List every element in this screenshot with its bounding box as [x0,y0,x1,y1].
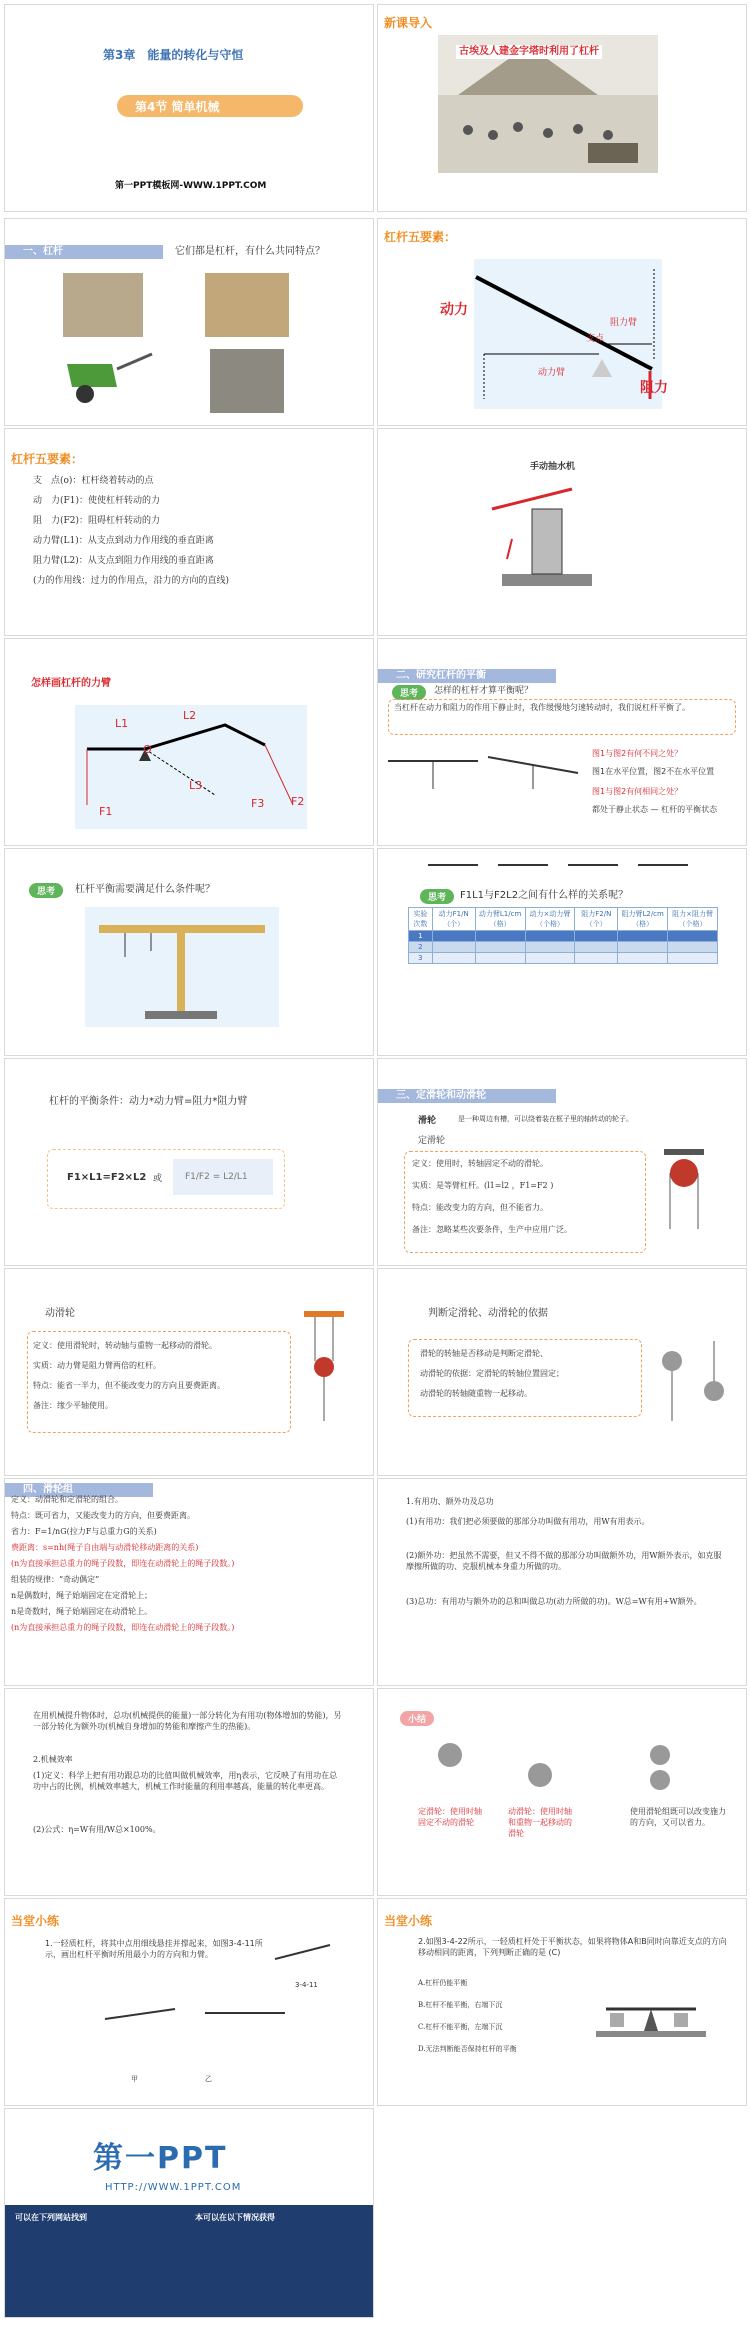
row-number: 3 [409,953,433,964]
label-f1: F1 [99,805,113,818]
eff-line-1: 在用机械提升物体时，总功(机械提供的能量)一部分转化为有用功(物体增加的势能)，另一部分转化为额外功(机械自身增加的势能和摩擦产生的热能)。 [33,1711,342,1731]
balance-scale-icon [596,1991,706,2055]
table-header: 阻力×阻力臂（个格） [668,908,718,931]
table-header: 阻力臂L2/cm（格） [618,908,668,931]
slide-efficiency[interactable] [4,1688,374,1896]
slide-heading: 判断定滑轮、动滑轮的依据 [428,1308,548,1319]
element-line-2: 动 力(F1)：使使杠杆转动的力 [33,496,160,506]
pb-line-2: 特点：既可省力，又能改变力的方向，但要费距离。 [11,1511,195,1520]
slide-five-elements-text[interactable] [4,428,374,636]
slide-five-elements-diagram[interactable] [377,218,747,426]
brand-logo: 第一PPT [93,2141,228,2176]
section-bar: 二、研究杠杆的平衡 [378,669,556,683]
eff-line-4: (2)公式：η=W有用/W总×100%。 [33,1825,161,1834]
slide-pulley-criteria[interactable] [377,1268,747,1476]
question-text: F1L1与F2L2之间有什么样的关系呢？ [460,890,629,901]
slide-heading: 当堂小练 [11,1914,60,1928]
slide-fixed-pulley[interactable] [377,1058,747,1266]
table-header: 动力×动力臂（个格） [525,908,575,931]
label-o: O [143,743,152,756]
table-header: 动力F1/N（个） [432,908,475,931]
criteria-line-2: 动滑轮的依据：定滑轮的转轴位置固定； [420,1369,564,1378]
q1-text: 图1与图2有何不同之处？ [592,749,683,758]
label-resistance-arm: 阻力臂 [610,318,638,328]
question-text: 杠杆平衡需要满足什么条件呢？ [75,884,215,895]
fixed-pulley-heading: 定滑轮 [418,1136,446,1146]
pulley-pair-icon [654,1341,734,1435]
label-effort-arm: 动力臂 [538,368,566,378]
slide-heading: 杠杆五要素： [384,230,457,244]
element-line-5: 阻力臂(L2)：从支点到阻力作用线的垂直距离 [33,556,214,566]
fp-line-2: 实质：是等臂杠杆。(l1=l2 ，F1=F2 ) [412,1181,554,1190]
eff-line-3: (1)定义：科学上把有用功跟总功的比值叫做机械效率，用η表示，它反映了有用功在总功中占的比例，机械效率越大，机械工作时能量的利用率越高，能量的转化率更高。 [33,1771,338,1791]
table-header-row [409,908,718,931]
lever-stand-diagram [85,907,279,1027]
mp-line-3: 特点：能省一半力，但不能改变力的方向且要费距离。 [33,1381,225,1390]
work-line-4: (3)总功：有用功与额外功的总和叫做总功(动力所做的功)。W总=W有用+W额外。 [406,1597,702,1606]
fixed-pulley-icon [654,1149,714,1243]
pb-line-5: (n为直接承担总重力的绳子段数，即连在动滑轮上的绳子段数。) [11,1559,235,1568]
eff-line-2: 2.机械效率 [33,1755,73,1764]
definition-text: 当杠杆在动力和阻力的作用下静止时，我作缓慢地匀速转动时，我们说杠杆平衡了。 [394,703,690,712]
slide-balance-formula[interactable] [4,1058,374,1266]
label-f3: F3 [251,797,265,810]
footer-col1-title: 可以在下列网站找到 [15,2213,87,2222]
slide-heading: 当堂小练 [384,1914,433,1928]
mp-line-4: 备注：缘少平轴使用。 [33,1401,113,1410]
photo-worker [205,273,289,337]
wheelbarrow-icon [57,349,157,413]
think-pill: 思考 [29,883,63,898]
question-text: 怎样的杠杆才算平衡呢？ [434,686,534,696]
a2-text: 都处于静止状态 — 杠杆的平衡状态 [592,805,718,814]
summary-movable: 动滑轮：使用时轴和重物一起移动的滑轮 [508,1807,572,1838]
table-row [409,931,718,942]
condition-text: 杠杆的平衡条件：动力*动力臂=阻力*阻力臂 [49,1096,248,1107]
slide-heading: 动滑轮 [45,1308,75,1319]
exercise-figures-icon [95,1999,295,2063]
slide-lever-examples[interactable] [4,218,374,426]
photo-seesaw [210,349,284,413]
fp-line-3: 特点：能改变力的方向，但不能省力。 [412,1203,548,1212]
mp-line-2: 实质：动力臂是阻力臂两倍的杠杆。 [33,1361,161,1370]
slide-pump[interactable] [377,428,747,636]
label-resistance: 阻力 [640,380,668,396]
slide-footer-ad[interactable] [4,2108,374,2318]
slide-balance[interactable] [377,638,747,846]
or-text: 或 [153,1174,163,1184]
label-effort: 动力 [440,302,468,318]
pb-line-9: (n为直接承担总重力的绳子段数，即连在动滑轮上的绳子段数。) [11,1623,235,1632]
label-l1: L1 [115,717,129,730]
pb-line-3: 省力：F=1/nG(拉力F与总重力G的关系) [11,1527,157,1536]
chapter-title: 第3章 能量的转化与守恒 [103,48,244,62]
slide-draw-arm[interactable] [4,638,374,846]
option-d[interactable]: D.无法判断能否保持杠杆的平衡 [418,2045,517,2053]
work-line-3: (2)额外功：把虽然不需要，但又不得不做的那部分功叫做额外功，用W额外表示，如克服摩擦所做的功、克服机械本身重力所做的功。 [406,1551,722,1571]
pb-line-7: n是偶数时，绳子始端固定在定滑轮上； [11,1591,153,1600]
table-header: 动力臂L1/cm（格） [475,908,525,931]
work-line-1: 1.有用功、额外功及总功 [406,1497,494,1506]
think-pill: 思考 [392,685,426,700]
a1-text: 图1在水平位置，图2不在水平位置 [592,767,715,776]
table-header: 阻力F2/N（个） [575,908,618,931]
element-line-6: (力的作用线：过力的作用点，沿力的方向的直线) [33,576,230,586]
element-line-1: 支 点(o)：杠杆绕着转动的点 [33,476,154,486]
pb-line-8: n是奇数时，绳子始端固定在动滑轮上。 [11,1607,153,1616]
slide-heading: 怎样画杠杆的力臂 [31,678,111,689]
sub-label-b: 乙 [205,2075,212,2083]
fraction-text: F1/F2 = L2/L1 [185,1172,248,1182]
summary-fixed: 定滑轮：使用时轴固定不动的滑轮 [418,1807,482,1827]
slide-balance-condition[interactable] [4,848,374,1056]
summary-pill: 小结 [400,1711,434,1726]
option-c[interactable]: C.杠杆不能平衡，左端下沉 [418,2023,503,2031]
pb-line-6: 组装的规律：“奇动偶定” [11,1575,100,1584]
intro-banner: 古埃及人建金字塔时利用了杠杆 [456,45,602,59]
slide-heading: 手动抽水机 [530,462,576,472]
element-line-3: 阻 力(F2)：阻碍杠杆转动的力 [33,516,160,526]
pulley-desc: 是一种周边有槽，可以绕着装在框子里的轴转动的轮子。 [458,1115,633,1123]
criteria-line-3: 动滑轮的转轴随重物一起移动。 [420,1389,532,1398]
slide-intro[interactable] [377,4,747,212]
pulley-heading: 滑轮 [418,1116,437,1126]
criteria-line-1: 滑轮的转轴是否移动是判断定滑轮、 [420,1349,548,1358]
q2-text: 图1与图2有何相同之处？ [592,787,683,796]
row-number: 1 [409,931,433,942]
lever-diagram [474,259,662,409]
experiment-table [408,907,718,964]
footer-col2-title: 本可以在以下情况获得 [195,2213,275,2222]
label-l3: L3 [189,779,203,792]
section-bar: 一、杠杆 [5,245,163,259]
slide-experiment-table[interactable] [377,848,747,1056]
lever-setups-icon [428,859,698,893]
section-title: 第4节 简单机械 [135,100,220,114]
table-row [409,953,718,964]
sub-label-a: 甲 [131,2075,138,2083]
slide-heading: 新课导入 [384,16,433,30]
fp-line-1: 定义：使用时，转轴固定不动的滑轮。 [412,1159,548,1168]
figure-number: 3-4-11 [295,1981,318,1989]
pb-line-4: 费距离：s=nh(绳子自由端与动滑轮移动距离的关系) [11,1543,199,1552]
hand-pump-icon [482,479,602,593]
movable-pulley-icon [299,1311,349,1435]
option-b[interactable]: B.杠杆不能平衡，右端下沉 [418,2001,503,2009]
element-line-4: 动力臂(L1)：从支点到动力作用线的垂直距离 [33,536,214,546]
section-bar: 三、定滑轮和动滑轮 [378,1089,556,1103]
pb-line-1: 定义：动滑轮和定滑轮的组合。 [11,1495,123,1504]
work-line-2: (1)有用功：我们把必须要做的那部分功叫做有用功，用W有用表示。 [406,1517,650,1526]
slide-title[interactable] [4,4,374,212]
label-f2: F2 [291,795,305,808]
photo-fishing [63,273,143,337]
formula-text: F1×L1=F2×L2 [67,1172,147,1183]
slide-summary[interactable] [377,1688,747,1896]
mp-line-1: 定义：使用滑轮时，转动轴与重物一起移动的滑轮。 [33,1341,217,1350]
row-number: 2 [409,942,433,953]
label-l2: L2 [183,709,197,722]
question-text: 1.一轻质杠杆，将其中点用细线悬挂并撑起来，如图3-4-11所示，画出杠杆平衡时所用最小力的方向和力臂。 [45,1939,263,1959]
option-a[interactable]: A.杠杆仍能平衡 [418,1979,468,1987]
slide-practice-1[interactable] [4,1898,374,2106]
slide-heading: 杠杆五要素： [11,452,84,466]
slide-movable-pulley[interactable] [4,1268,374,1476]
slide-work[interactable] [377,1478,747,1686]
fp-line-4: 备注：忽略某些次要条件，生产中应用广泛。 [412,1225,572,1234]
label-fulcrum: 支点 [586,334,605,344]
summary-block: 使用滑轮组既可以改变施力的方向，又可以省力。 [630,1807,726,1827]
lever-figure-icon [275,1939,335,1983]
section-bar: 四、滑轮组 [5,1483,153,1497]
balance-figures-icon [388,751,588,795]
brand-url[interactable]: HTTP://WWW.1PPT.COM [105,2182,242,2193]
question-text: 它们都是杠杆，有什么共同特点？ [175,246,325,257]
pulley-figures-icon [420,1735,700,1809]
slide-practice-2[interactable] [377,1898,747,2106]
think-pill: 思考 [420,889,454,904]
question-text: 2.如图3-4-22所示，一轻质杠杆处于平衡状态，如果将物体A和B同时向靠近支点的方向移动相同的距离，下列判断正确的是 (C) [418,1937,727,1957]
table-header: 实验次数 [409,908,433,931]
site-label: 第一PPT模板网-WWW.1PPT.COM [115,181,267,191]
slide-pulley-block[interactable] [4,1478,374,1686]
table-row [409,942,718,953]
